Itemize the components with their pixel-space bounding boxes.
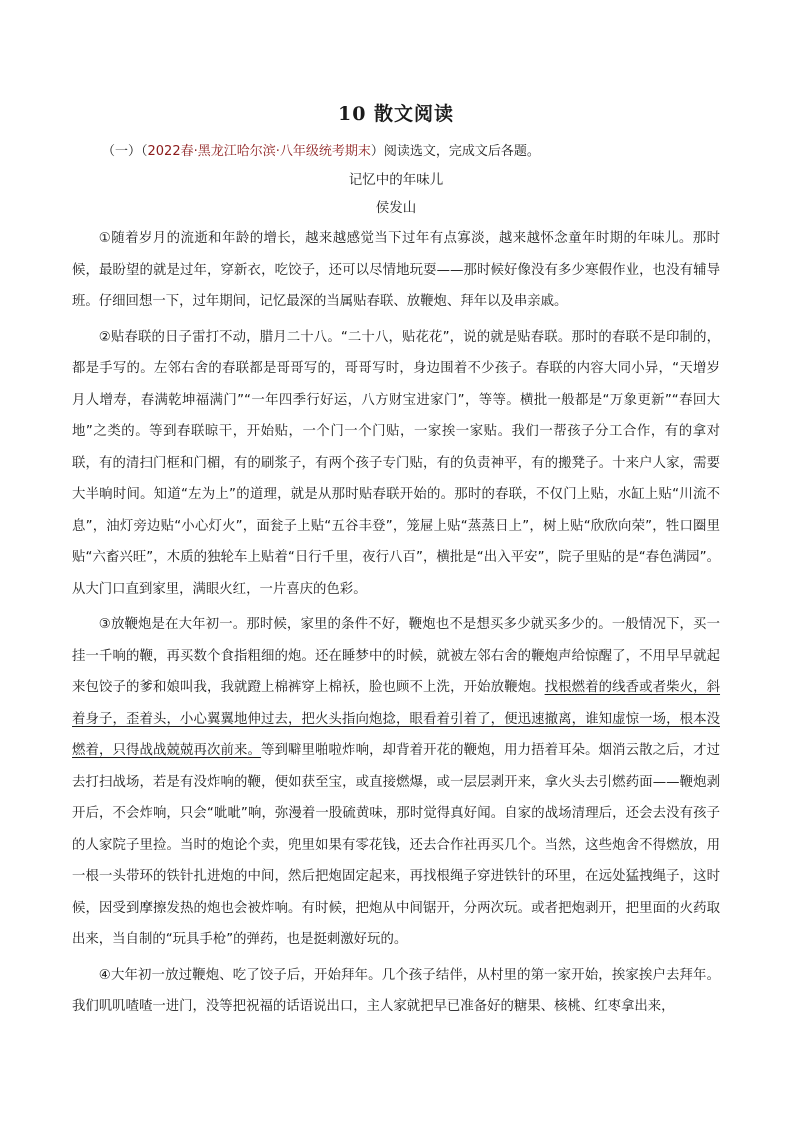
paragraph-4: ④大年初一放过鞭炮、吃了饺子后，开始拜年。几个孩子结伴，从村里的第一家开始，挨家挨户去拜年。我们叽叽喳喳一进门，没等把祝福的话语说出口，主人家就把早已准备好的糖果、核桃、红枣拿出来， bbox=[72, 967, 720, 1014]
section-instruction: 阅读选文，完成文后各题。 bbox=[383, 144, 540, 159]
section-label-open: （一）（ bbox=[102, 144, 148, 159]
paragraph-2: ②贴春联的日子雷打不动，腊月二十八。“二十八，贴花花”，说的就是贴春联。那时的春联不是印制的，都是手写的。左邻右舍的春联都是哥哥写的，哥哥写时，身边围着不少孩子。春联的内容大同小异，“天增岁月人增寿，春满乾坤福满门”“一年四季行好运，八方财宝进家门”，等等。横批一般都是“万象更新”“春回大地”之类的。等到春联晾干，开始贴，一个门一个门贴，一家挨一家贴。我们一帮孩子分工合作，有的拿对联，有的清扫门框和门楣，有的刷浆子，有两个孩子专门贴，有的负责神平，有的搬凳子。十来户人家，需要大半晌时间。知道“左为上”的道理，就是从那时贴春联开始的。那时的春联，不仅门上贴，水缸上贴“川流不息”，油灯旁边贴“小心灯火”，面瓮子上贴“五谷丰登”，笼屉上贴“蒸蒸日上”，树上贴“欣欣向荣”，牲口圈里贴“六畜兴旺”，木质的独轮车上贴着“日行千里，夜行八百”，横批是“出入平安”，院子里贴的是“春色满园”。从大门口直到家里，满眼火红，一片喜庆的色彩。 bbox=[72, 329, 720, 597]
paragraph-3-part-a: ③放鞭炮是在大年初一。那时候，家里的条件不好，鞭炮也不是想买多少就买多少的。一般情况下，买一挂一千响的鞭，再买数个食指粗细的炮。还在睡梦中的时候，就被左邻右舍的鞭炮声给惊醒了，不用早早就起来包饺子的爹和娘叫我，我就蹬上棉裤穿上棉袄，脸也顾不上洗，开始放鞭炮。 bbox=[72, 617, 720, 695]
source-citation: 2022春·黑龙江哈尔滨·八年级统考期末 bbox=[147, 144, 371, 159]
paragraph-3-part-b: 等到噼里啪啦炸响，却背着开花的鞭炮，用力捂着耳朵。烟消云散之后，才过去打扫战场，若是有没炸响的鞭，便如获至宝，或直接燃爆，或一层层剥开来，拿火头去引燃药面——鞭炮剥开后，不会炸响，只会“呲呲”响，弥漫着一股硫黄味，那时觉得真好闻。自家的战场清理后，还会去没有孩子的人家院子里捡。当时的炮论个卖，兜里如果有零花钱，还去合作社再买几个。当然，这些炮舍不得燃放，用一根一头带环的铁针扎进炮的中间，然后把炮固定起来，再找根绳子穿进铁针的环里，在远处猛拽绳子，这时候，因受到摩擦发热的炮也会被炸响。有时候，把炮从中间锯开，分两次玩。或者把炮剥开，把里面的火药取出来，当自制的“玩具手枪”的弹药，也是挺刺激好玩的。 bbox=[72, 743, 721, 947]
paragraph-3 bbox=[72, 609, 720, 956]
paragraph-1: ①随着岁月的流逝和年龄的增长，越来越感觉当下过年有点寡淡，越来越怀念童年时期的年味儿。那时候，最盼望的就是过年，穿新衣，吃饺子，还可以尽情地玩耍——那时候好像没有多少寒假作业，也没有辅导班。仔细回想一下，过年期间，记忆最深的当属贴春联、放鞭炮、拜年以及串亲戚。 bbox=[72, 231, 720, 309]
section-heading bbox=[72, 141, 720, 163]
essay-title: 记忆中的年味儿 bbox=[348, 172, 444, 188]
underlined-sentence: 找根燃着的线香或者柴火，斜着身子，歪着头，小心翼翼地伸过去，把火头指向炮捻，眼看着引着了，便迅速撤离，谁知虚惊一场，根本没燃着，只得战战兢兢再次前来。 bbox=[72, 680, 721, 758]
section-label-close: ） bbox=[370, 144, 384, 159]
document-title: 10 散文阅读 bbox=[337, 103, 455, 125]
essay-author: 侯发山 bbox=[375, 200, 417, 216]
